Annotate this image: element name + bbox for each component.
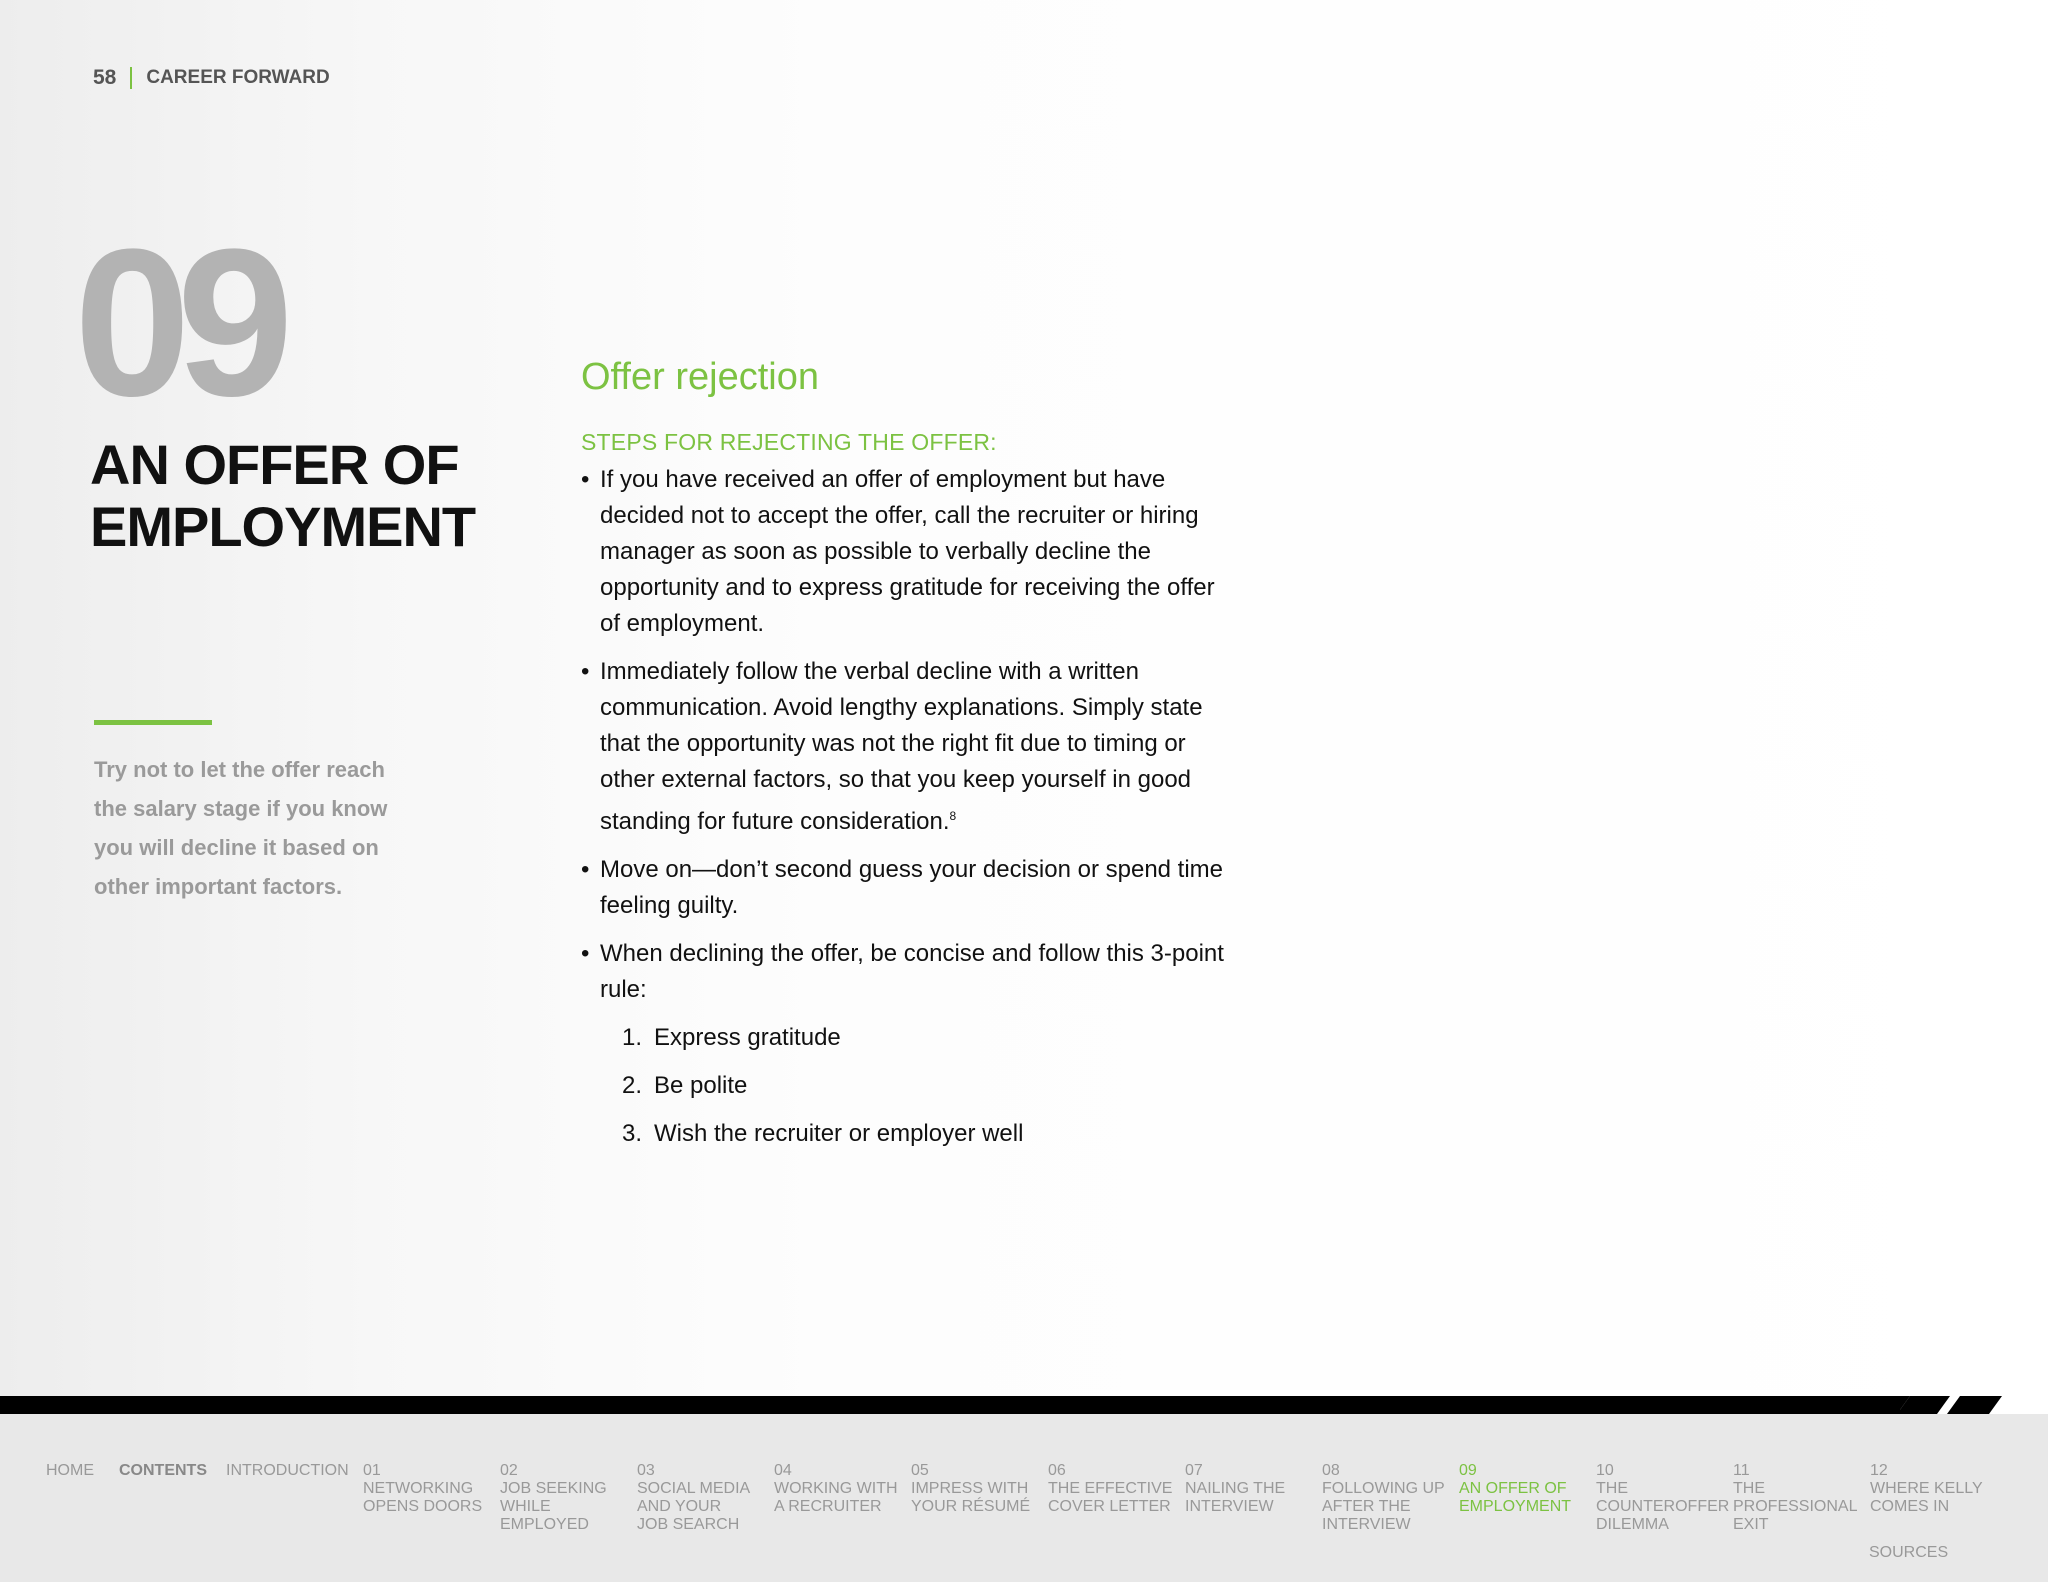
page-number: 58 xyxy=(93,66,117,89)
nav-chapter-06[interactable]: 06 THE EFFECTIVE COVER LETTER xyxy=(1048,1462,1173,1515)
header-divider xyxy=(130,67,132,89)
list-item-text: When declining the offer, be concise and follow this 3-point rule: xyxy=(600,940,1224,1003)
list-item: • Move on—don’t second guess your decision or spend time feeling guilty. xyxy=(581,856,1224,919)
nav-chapter-12[interactable]: 12 WHERE KELLY COMES IN xyxy=(1870,1462,1983,1515)
nav-sources[interactable]: SOURCES xyxy=(1869,1544,1949,1561)
nav-chapter-03[interactable]: 03 SOCIAL MEDIA AND YOUR JOB SEARCH xyxy=(637,1462,751,1533)
accent-rule xyxy=(94,720,212,725)
nav-chapter-09-active[interactable]: 09 AN OFFER OF EMPLOYMENT xyxy=(1459,1462,1572,1515)
footnote-marker[interactable]: 8 xyxy=(949,809,957,823)
list-item-text: Move on—don’t second guess your decision or spend time feeling guilty. xyxy=(600,856,1224,919)
rule-points-list xyxy=(600,1020,1241,1152)
nav-home[interactable]: HOME xyxy=(46,1462,94,1479)
chapter-title-line1: AN OFFER OF xyxy=(90,433,459,496)
nav-chapter-02[interactable]: 02 JOB SEEKING WHILE EMPLOYED xyxy=(500,1462,607,1533)
rule-point: 2. Be polite xyxy=(622,1072,748,1099)
list-item-text: Immediately follow the verbal decline with a written communication. Avoid lengthy explanations. Simply state that the opportunity was not the right fit due to timing or other external factors, so that you keep yourself in good standing for future consideration. xyxy=(600,658,1203,835)
list-item-text: If you have received an offer of employment but have decided not to accept the offer, call the recruiter or hiring manager as soon as possible to verbally decline the opportunity and to express gratitude for receiving the offer of employment. xyxy=(600,466,1215,637)
chapter-title-line2: EMPLOYMENT xyxy=(90,495,476,558)
nav-chapter-05[interactable]: 05 IMPRESS WITH YOUR RÉSUMÉ xyxy=(911,1462,1031,1515)
section-heading: Offer rejection xyxy=(581,356,819,398)
nav-chapter-10[interactable]: 10 THE COUNTEROFFER DILEMMA xyxy=(1596,1462,1730,1533)
main-content xyxy=(581,356,1241,1164)
pull-quote: Try not to let the offer reach the salary stage if you know you will decline it based on other important factors. xyxy=(94,757,388,899)
steps-list xyxy=(581,462,1241,1152)
chapter-navigation xyxy=(46,1462,2007,1534)
nav-chapter-01[interactable]: 01 NETWORKING OPENS DOORS xyxy=(363,1462,483,1515)
footer-divider-bar xyxy=(0,1396,2048,1414)
rule-point: 3. Wish the recruiter or employer well xyxy=(622,1120,1024,1147)
chapter-number: 09 xyxy=(74,205,280,440)
publication-title: CAREER FORWARD xyxy=(146,67,330,88)
nav-chapter-11[interactable]: 11 THE PROFESSIONAL EXIT xyxy=(1733,1462,1858,1533)
list-item: • When declining the offer, be concise and follow this 3-point rule: 1. Express gratitude 2. Be polite 3. Wish the recruiter or employer well xyxy=(581,936,1241,1152)
chapter-title xyxy=(90,434,475,558)
nav-chapter-07[interactable]: 07 NAILING THE INTERVIEW xyxy=(1185,1462,1286,1515)
nav-introduction[interactable]: INTRODUCTION xyxy=(226,1462,349,1479)
nav-chapter-08[interactable]: 08 FOLLOWING UP AFTER THE INTERVIEW xyxy=(1322,1462,1445,1533)
list-item: • If you have received an offer of employment but have decided not to accept the offer, call the recruiter or hiring manager as soon as possible to verbally decline the opportunity and to express gratitude for receiving the offer of employment. xyxy=(581,466,1215,637)
page-header xyxy=(93,66,330,90)
list-item: • Immediately follow the verbal decline with a written communication. Avoid lengthy explanations. Simply state that the opportunity was not the right fit due to timing or other external factors, so that you keep yourself in good standing for future consideration.$^8$ xyxy=(581,658,1203,835)
nav-contents[interactable]: CONTENTS xyxy=(119,1462,207,1479)
nav-chapter-04[interactable]: 04 WORKING WITH A RECRUITER xyxy=(774,1462,898,1515)
section-subheading: STEPS FOR REJECTING THE OFFER: xyxy=(581,429,997,455)
rule-point: 1. Express gratitude xyxy=(622,1024,841,1051)
